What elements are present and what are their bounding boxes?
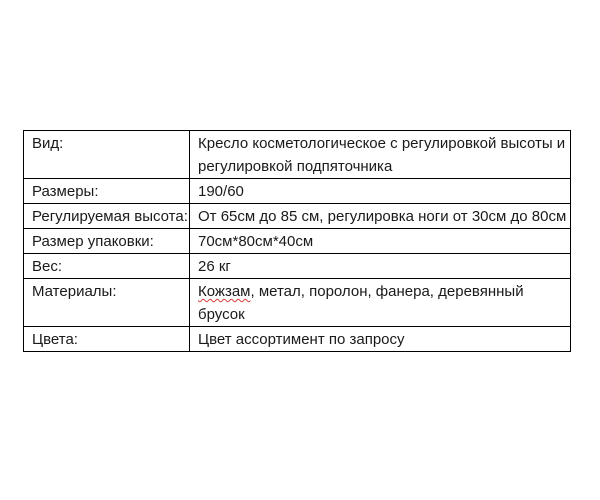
row-value-colors: Цвет ассортимент по запросу [190, 327, 571, 352]
row-label-weight: Вес: [24, 254, 190, 279]
table-row [24, 254, 571, 279]
table-row [24, 229, 571, 254]
row-label-package-size: Размер упаковки: [24, 229, 190, 254]
row-label-dimensions: Размеры: [24, 179, 190, 204]
table-row [24, 204, 571, 229]
product-spec-table [23, 130, 571, 352]
table-row [24, 179, 571, 204]
row-value-adjustable-height: От 65см до 85 см, регулировка ноги от 30см до 80см [190, 204, 571, 229]
row-label-colors: Цвета: [24, 327, 190, 352]
row-label-materials: Материалы: [24, 279, 190, 327]
row-label-adjustable-height: Регулируемая высота: [24, 204, 190, 229]
row-value-view: Кресло косметологическое с регулировкой высоты и регулировкой подпяточника [190, 131, 571, 179]
row-value-dimensions: 190/60 [190, 179, 571, 204]
row-value-materials [190, 279, 571, 327]
materials-rest-text: , метал, поролон, фанера, деревянный брусок [198, 283, 524, 323]
table-row [24, 327, 571, 352]
row-value-package-size: 70см*80см*40см [190, 229, 571, 254]
spellcheck-flagged-word: Кожзам [198, 283, 251, 300]
row-label-view: Вид: [24, 131, 190, 179]
table-row [24, 131, 571, 179]
table-row [24, 279, 571, 327]
row-value-weight: 26 кг [190, 254, 571, 279]
